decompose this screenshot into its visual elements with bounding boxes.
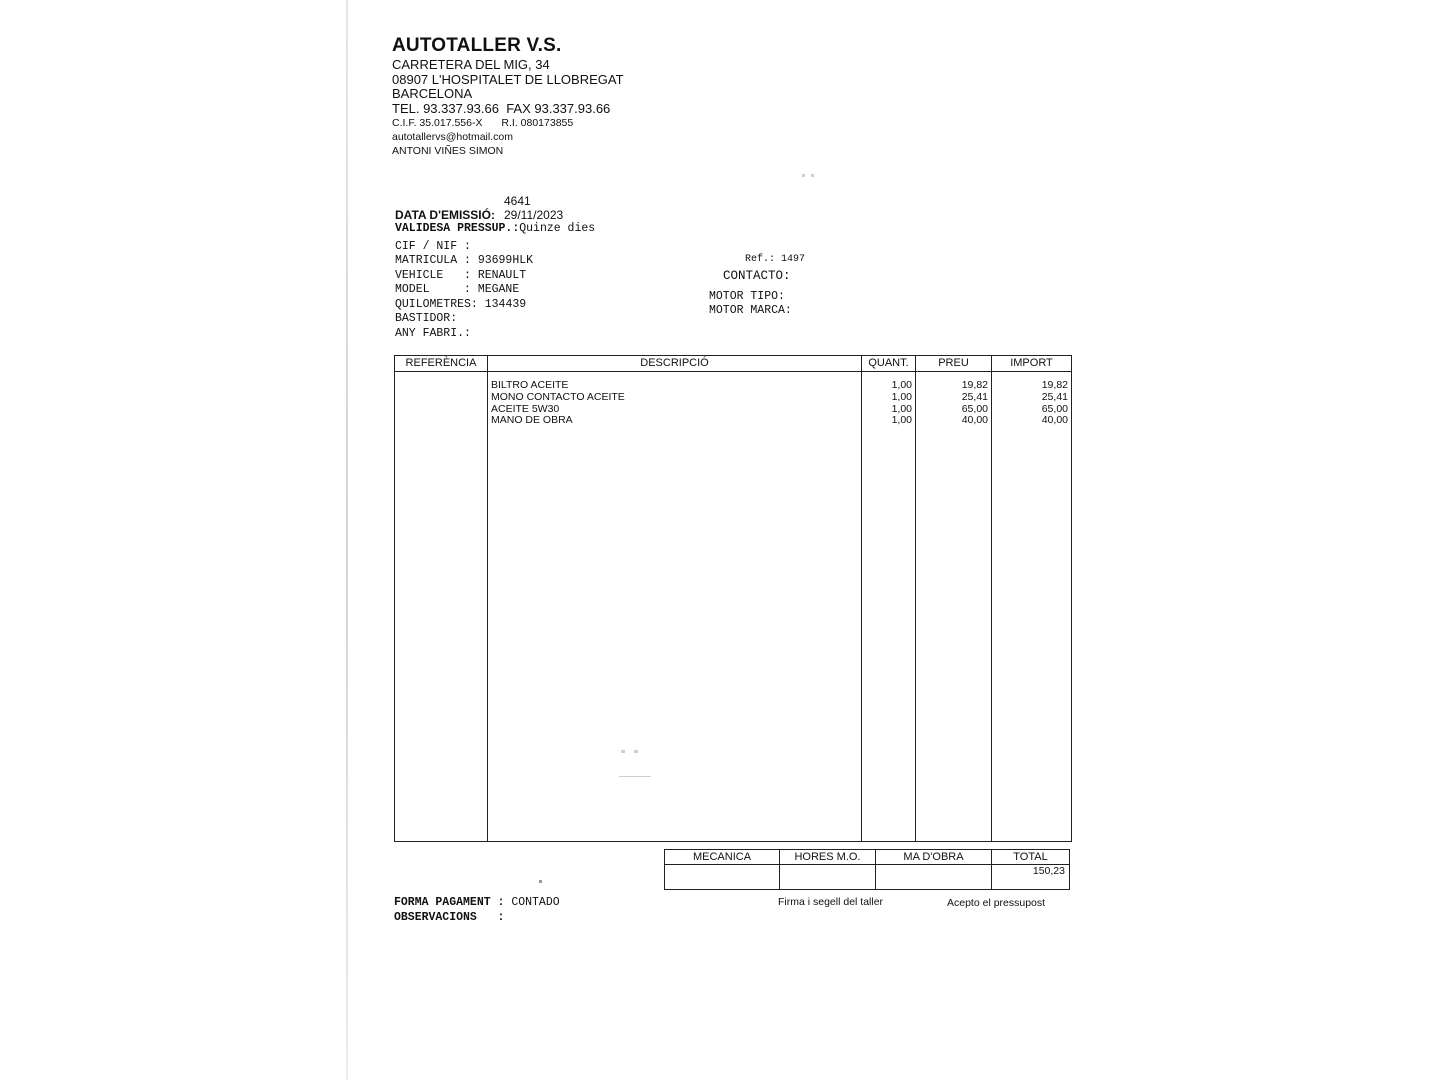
- totals-header-labor: MA D'OBRA: [876, 850, 992, 865]
- plate-row: [395, 254, 595, 269]
- vehicle-value: RENAULT: [477, 268, 527, 282]
- totals-header-total: TOTAL: [992, 850, 1070, 865]
- vehicle-label: VEHICLE :: [395, 268, 471, 282]
- contact-label: CONTACTO:: [723, 269, 791, 283]
- payment-row: [394, 896, 560, 911]
- scan-speck: [634, 750, 638, 753]
- company-city: BARCELONA: [392, 86, 473, 101]
- description-column: [488, 372, 862, 842]
- item-amount: 40,00: [1041, 414, 1068, 427]
- item-description: MANO DE OBRA: [491, 414, 573, 427]
- item-amount: 19,82: [1041, 379, 1068, 391]
- item-price: 40,00: [961, 414, 988, 427]
- item-amount: 25,41: [1041, 390, 1068, 403]
- notes-label: OBSERVACIONS :: [394, 910, 505, 924]
- validity-label: VALIDESA PRESSUP.:: [395, 222, 520, 235]
- document-number: 4641: [504, 194, 531, 208]
- item-price: 19,82: [961, 379, 988, 391]
- chassis-label: BASTIDOR:: [395, 312, 458, 325]
- totals-header-mechanics: MECANICA: [665, 850, 780, 865]
- model-row: [395, 283, 595, 298]
- price-column: [916, 372, 992, 842]
- company-address-line2: 08907 L'HOSPITALET DE LLOBREGAT: [392, 71, 624, 87]
- company-email: autotallervs@hotmail.com: [392, 131, 513, 143]
- totals-mechanics-value: [665, 865, 780, 890]
- validity-value: Quinze dies: [519, 222, 596, 235]
- scan-speck: [539, 880, 542, 883]
- vehicle-row: [395, 269, 595, 284]
- company-tax-ids: [392, 116, 624, 130]
- item-price: 65,00: [961, 402, 988, 415]
- totals-header-row: [665, 850, 1070, 865]
- model-value: MEGANE: [477, 283, 520, 296]
- company-owner: ANTONI VIÑES SIMON: [392, 145, 504, 157]
- col-header-price: PREU: [916, 356, 992, 372]
- scan-speck: [621, 750, 625, 753]
- scan-speck: [802, 174, 805, 177]
- cif-label: CIF / NIF :: [395, 239, 471, 253]
- col-header-quantity: QUANT.: [862, 356, 916, 372]
- footer-info: [394, 896, 560, 925]
- plate-label: MATRICULA :: [395, 254, 471, 267]
- item-amount: 65,00: [1041, 402, 1068, 415]
- company-header: [392, 34, 624, 158]
- accept-quote-label: Acepto el pressupost: [947, 897, 1046, 909]
- validity-row: [395, 222, 595, 237]
- col-header-description: DESCRIPCIÓ: [488, 356, 862, 372]
- item-quantity: 1,00: [891, 402, 912, 415]
- item-quantity: 1,00: [891, 414, 912, 427]
- company-address-line1: CARRETERA DEL MIG, 34: [392, 57, 550, 72]
- scan-page-edge: [346, 0, 348, 1080]
- totals-header-labor-hours: HORES M.O.: [780, 850, 876, 865]
- workshop-signature-label: Firma i segell del taller: [778, 896, 884, 908]
- km-row: [395, 298, 595, 313]
- cif-row: [395, 240, 595, 255]
- totals-total-value: 150,23: [992, 865, 1070, 890]
- totals-value-row: [665, 865, 1070, 890]
- item-description: MONO CONTACTO ACEITE: [491, 390, 625, 403]
- items-header-row: [395, 356, 1072, 372]
- plate-value: 93699HLK: [477, 254, 534, 267]
- motor-brand-label: MOTOR MARCA:: [709, 304, 792, 317]
- item-description: BILTRO ACEITE: [491, 379, 569, 391]
- reference-column: [395, 372, 488, 842]
- year-row: [395, 327, 595, 342]
- model-label: MODEL :: [395, 283, 471, 296]
- company-phones: TEL. 93.337.93.66 FAX 93.337.93.66: [392, 100, 611, 116]
- items-body: [395, 372, 1072, 842]
- chassis-row: [395, 312, 595, 327]
- issue-date-value: 29/11/2023: [504, 208, 564, 222]
- company-cif: C.I.F. 35.017.556-X: [392, 117, 483, 129]
- totals-labor-value: [876, 865, 992, 890]
- col-header-amount: IMPORT: [992, 356, 1072, 372]
- col-header-reference: REFERÈNCIA: [395, 356, 488, 372]
- item-price: 25,41: [961, 390, 988, 403]
- notes-row: [394, 911, 560, 926]
- company-name: AUTOTALLER V.S.: [392, 35, 562, 56]
- quantity-column: [862, 372, 916, 842]
- reference-number: Ref.: 1497: [745, 254, 806, 265]
- item-quantity: 1,00: [891, 390, 912, 403]
- items-table: [394, 355, 1072, 842]
- year-label: ANY FABRI.:: [395, 326, 471, 340]
- totals-table: [664, 849, 1070, 890]
- km-label: QUILOMETRES:: [395, 297, 478, 311]
- payment-value: CONTADO: [511, 896, 560, 909]
- amount-column: [992, 372, 1072, 842]
- payment-label: FORMA PAGAMENT :: [394, 896, 505, 909]
- vehicle-info: [395, 222, 595, 341]
- scan-speck: [619, 776, 651, 777]
- motor-type-label: MOTOR TIPO:: [709, 290, 785, 303]
- item-description: ACEITE 5W30: [491, 402, 560, 415]
- totals-labor-hours-value: [780, 865, 876, 890]
- km-value: 134439: [484, 297, 527, 311]
- issue-date-label: DATA D'EMISSIÓ:: [395, 208, 495, 222]
- scan-speck: [811, 174, 814, 177]
- company-ri: R.I. 080173855: [501, 117, 574, 129]
- item-quantity: 1,00: [891, 379, 912, 391]
